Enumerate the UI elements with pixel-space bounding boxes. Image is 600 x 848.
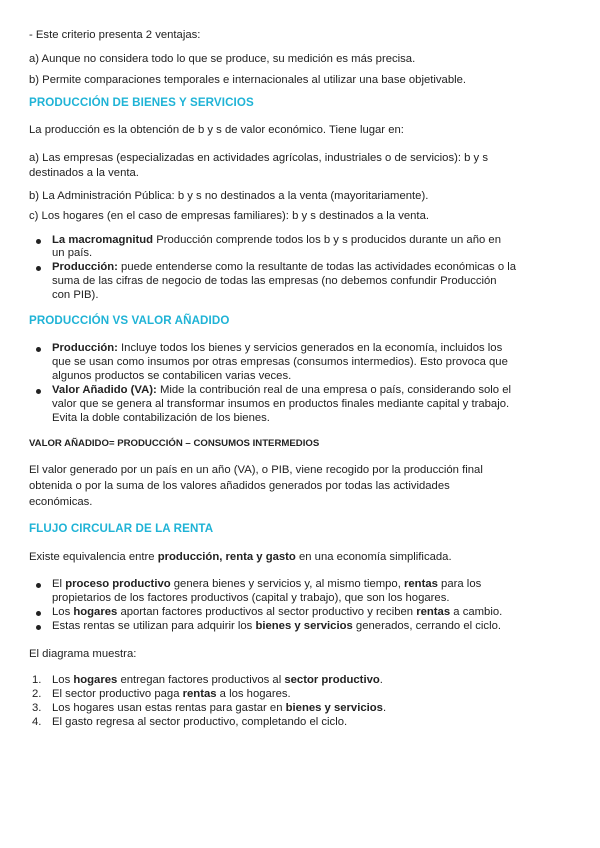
- numbered-item-2: [52, 688, 291, 701]
- bold-text: proceso productivo: [65, 578, 171, 590]
- bullet-icon: [36, 347, 41, 352]
- advantage-a: a) Aunque no considera todo lo que se produce, su medición es más precisa.: [29, 53, 416, 65]
- flujo-bullet3: [52, 620, 501, 633]
- text: El: [52, 578, 66, 590]
- bullet-icon: [36, 389, 41, 394]
- bullet-icon: [36, 266, 41, 271]
- produccion-c: c) Los hogares (en el caso de empresas familiares): b y s destinados a la venta.: [29, 210, 429, 222]
- heading-flujo: FLUJO CIRCULAR DE LA RENTA: [29, 522, 214, 535]
- produccion-bullet2-line1: [52, 261, 516, 274]
- numbered-item-3: [52, 702, 386, 715]
- produccion-bullet2-line2: suma de las cifras de negocio de todas las empresas (no debemos confundir Producción: [52, 275, 497, 287]
- flujo-bullet1-line1: [52, 578, 481, 591]
- bold-text: sector productivo: [284, 674, 380, 686]
- flujo-para: [29, 550, 452, 564]
- text: Los hogares usan estas rentas para gastar en: [52, 702, 286, 714]
- bold-text: rentas: [182, 688, 217, 700]
- text: genera bienes y servicios y, al mismo tiempo,: [170, 578, 404, 590]
- heading-produccion: PRODUCCIÓN DE BIENES Y SERVICIOS: [29, 96, 254, 109]
- list-number: 3.: [32, 702, 42, 714]
- text: Los: [52, 674, 74, 686]
- text: Producción comprende todos los b y s producidos durante un año en: [153, 234, 501, 246]
- text: Estas rentas se utilizan para adquirir los: [52, 620, 256, 632]
- text: El sector productivo paga: [52, 688, 183, 700]
- vs-para-line1: El valor generado por un país en un año (VA), o PIB, viene recogido por la producción final: [29, 464, 483, 476]
- text: .: [382, 702, 387, 714]
- text: Los: [52, 606, 74, 618]
- text: aportan factores productivos al sector productivo y reciben: [117, 606, 417, 618]
- term: Producción:: [52, 342, 118, 354]
- term: Producción:: [52, 261, 118, 273]
- vs-para-line3: económicas.: [29, 496, 93, 508]
- numbered-item-1: [52, 674, 383, 687]
- text: generados, cerrando el ciclo.: [352, 620, 501, 632]
- text: para los: [437, 578, 482, 590]
- numbered-item-4: El gasto regresa al sector productivo, completando el ciclo.: [52, 716, 348, 728]
- bullet-icon: [36, 611, 41, 616]
- bold-text: hogares: [73, 674, 118, 686]
- flujo-bullet1-line2: propietarios de los factores productivos (capital y trabajo), que son los hogares.: [52, 592, 450, 604]
- vs-bullet1-line2: que se usan como insumos por otras empresas (consumos intermedios). Esto provoca que: [52, 356, 508, 368]
- bold-text: rentas: [404, 578, 438, 590]
- vs-bullet2-line3: Evita la doble contabilización de los bienes.: [52, 412, 270, 424]
- vs-bullet1-line3: algunos productos se contabilicen varias veces.: [52, 370, 292, 382]
- bold-text: hogares: [73, 606, 118, 618]
- bullet-icon: [36, 625, 41, 630]
- produccion-para: La producción es la obtención de b y s de valor económico. Tiene lugar en:: [29, 124, 404, 136]
- text: en una economía simplificada.: [295, 551, 452, 563]
- text: Mide la contribución real de una empresa o país, considerando solo el: [156, 384, 511, 396]
- produccion-a-line1: a) Las empresas (especializadas en actividades agrícolas, industriales o de servicios): b y s: [29, 152, 488, 164]
- bold-text: bienes y servicios: [285, 702, 383, 714]
- vs-bullet1-line1: [52, 342, 502, 355]
- bold-text: producción, renta y gasto: [157, 551, 296, 563]
- bold-text: rentas: [416, 606, 451, 618]
- vs-bullet2-line2: valor que se genera al transformar insumos en productos finales mediante capital y trabajo.: [52, 398, 510, 410]
- list-number: 4.: [32, 716, 42, 728]
- term: La macromagnitud: [52, 234, 154, 246]
- produccion-bullet2-line3: con PIB).: [52, 289, 99, 301]
- text: a cambio.: [450, 606, 503, 618]
- text: Incluye todos los bienes y servicios generados en la economía, incluidos los: [117, 342, 503, 354]
- heading-vs: PRODUCCIÓN VS VALOR AÑADIDO: [29, 314, 230, 327]
- vs-para-line2: obtenida o por la suma de los valores añadidos generados por todas las actividades: [29, 480, 450, 492]
- bold-text: bienes y servicios: [255, 620, 353, 632]
- text: .: [379, 674, 383, 686]
- text: puede entenderse como la resultante de todas las actividades económicas o la: [117, 261, 517, 273]
- text: a los hogares.: [216, 688, 291, 700]
- bullet-icon: [36, 239, 41, 244]
- formula: VALOR AÑADIDO= PRODUCCIÓN – CONSUMOS INTERMEDIOS: [29, 438, 320, 449]
- vs-bullet2-line1: [52, 384, 511, 397]
- produccion-bullet1-line1: [52, 234, 501, 247]
- flujo-bullet2: [52, 606, 502, 619]
- produccion-a-line2: destinados a la venta.: [29, 167, 139, 179]
- list-number: 2.: [32, 688, 42, 700]
- list-number: 1.: [32, 674, 42, 686]
- text: Existe equivalencia entre: [29, 551, 158, 563]
- intro-line: - Este criterio presenta 2 ventajas:: [29, 29, 201, 41]
- produccion-b: b) La Administración Pública: b y s no destinados a la venta (mayoritariamente).: [29, 190, 429, 202]
- produccion-bullet1-line2: un país.: [52, 247, 93, 259]
- text: entregan factores productivos al: [117, 674, 285, 686]
- advantage-b: b) Permite comparaciones temporales e internacionales al utilizar una base objetivable.: [29, 74, 467, 86]
- bullet-icon: [36, 583, 41, 588]
- diagram-intro: El diagrama muestra:: [29, 648, 137, 660]
- term: Valor Añadido (VA):: [52, 384, 157, 396]
